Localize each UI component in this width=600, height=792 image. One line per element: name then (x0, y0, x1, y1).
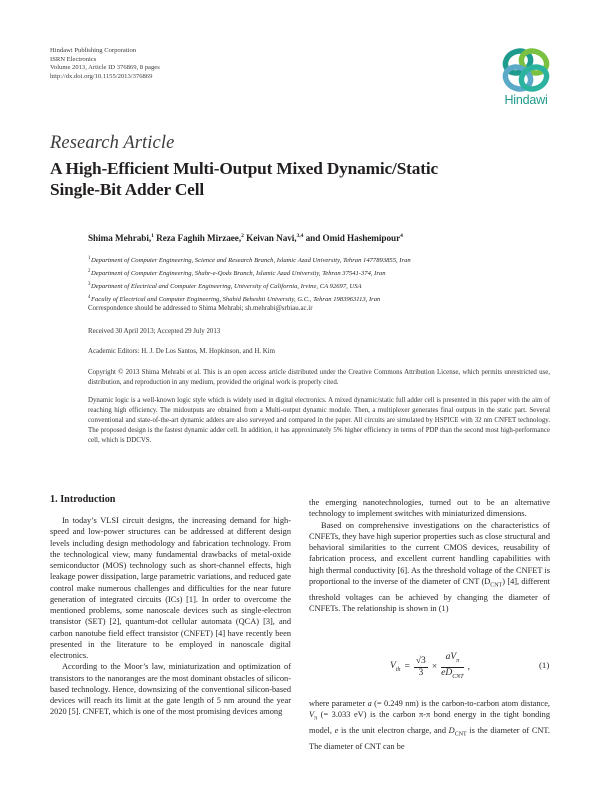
paragraph: the emerging nanotechnologies, turned out to be an alternative technology to implement switches with miniaturized dimensions. (309, 498, 550, 519)
affiliation-item: $^3$ Department of Electrical and Computer Engineering, University of California, Irvine, CA 92697, USA (88, 281, 362, 290)
hindawi-logo-icon (500, 48, 552, 92)
author-list (88, 233, 403, 243)
header-line: Volume 2013, Article ID 376869, 8 pages (50, 64, 160, 72)
title-line: A High-Efficient Multi-Output Mixed Dynamic/Static (50, 159, 439, 178)
academic-editors: Academic Editors: H. J. De Los Santos, M. Hopkinson, and H. Kim (88, 348, 275, 355)
author-name[interactable]: Reza Faghih Mirzaee, (156, 233, 242, 244)
equation-number: (1) (539, 660, 550, 670)
affiliation-item: $^2$ Department of Computer Engineering, Shahr-e-Qods Branch, Islamic Azad University, Tehran 37541-374, Iran (88, 268, 386, 278)
affiliation-item: $^4$ Faculty of Electrical and Computer Engineering, Shahid Beheshti University, G.C., Tehran 1983963113, Iran (88, 294, 381, 303)
logo-wordmark: Hindawi (504, 93, 548, 107)
paragraph: where parameter a (= 0.249 nm) is the carbon-to-carbon atom distance, $V_\pi$ (= 3.033 eV) is the carbon π-π bond energy in the tight bonding model, e is the unit electron charge, and $D_{CNT}$ is the diameter of CNT. The diameter of CNT can be (309, 699, 551, 752)
paragraph: According to the Moor’s law, miniaturization and optimization of transistors to the nanoranges are the most dominant obstacles of silicon-based technology. Hence, downsizing of the conventional silicon-based devices will reach its limit at the gate length of 5 nm around the year 2020 [5]. CNFET, which is one of the most promising devices among (50, 662, 291, 717)
body-column-right (309, 497, 550, 614)
section-heading: 1. Introduction (50, 494, 116, 505)
body-column-left (50, 515, 291, 718)
abstract: Dynamic logic is a well-known logic style which is widely used in digital electronics. A mixed dynamic/static full adder cell is presented in this paper with the aim of reaching high efficiency. The midoutputs are obtained from a Multi-output dynamic module. Then, a multiplexer generates final outputs in the static part. Several conventional and state-of-the-art dynamic adders are also surveyed and compared in the paper. All circuits are simulated by HSPICE with 32 nm CNFET technology. The proposed design is the fastest dynamic adder cell. In addition, it has approximately 5% higher efficiency in terms of PDP than the second most high-performance cell, which is DDCVS. (88, 397, 550, 445)
header-line: Hindawi Publishing Corporation (50, 47, 137, 54)
author-name[interactable]: Shima Mehrabi, (88, 233, 152, 244)
journal-header (50, 47, 160, 81)
article-type: Research Article (50, 133, 175, 153)
copyright-notice: Copyright © 2013 Shima Mehrabi et al. This is an open access article distributed under the Creative Commons Attribution License, which permits unrestricted use, distribution, and reproduction in any medium, provided the original work is properly cited. (88, 369, 550, 387)
header-line: ISRN Electronics (50, 55, 97, 63)
paragraph: Based on comprehensive investigations on the characteristics of CNFETs, they have high superior properties such as close structural and behavioral similarities to the current CMOS devices, reusability of fabrication process, and excellent current handling capabilities with high thermal conductivity [6]. As the threshold voltage of the CNFET is proportional to the inverse of the diameter of CNT $(D_{CNT})$ [4], different threshold voltages can be achieved by changing the diameter of CNFETs. The relationship is shown in (1) (309, 520, 550, 613)
received-dates: Received 30 April 2013; Accepted 29 July 2013 (88, 328, 221, 335)
title-line: Single-Bit Adder Cell (50, 179, 204, 199)
hindawi-logo[interactable] (493, 48, 559, 107)
affiliation-item: $^1$ Department of Computer Engineering, Science and Research Branch, Islamic Azad University, Tehran 1477893855, Iran (88, 256, 411, 265)
author-affil-mark: 1 (151, 233, 154, 239)
equation-1: $V_{th}$ = $\frac{√3}{3}$ × $\frac{aV_\pi}{eD_{CNT}}$ , (390, 652, 470, 680)
author-name[interactable]: Keivan Navi, (246, 233, 297, 244)
article-title (50, 159, 438, 200)
affiliation-list (88, 254, 411, 306)
paragraph: In today’s VLSI circuit designs, the increasing demand for high-speed and low-power structures can be addressed at different design levels including design methodology and fabrication technology. From the technological view, many fundamental drawbacks of metal-oxide semiconductor (MOS) technology such as short-channel effects, high leakage power dissipation, large parametric variations, and reduced gate control make numerous challenges and difficulties for the near future generation of integrated circuits (ICs) [1]. In order to overcome the mentioned problems, some nanoscale devices such as single-electron transistor (SET) [2], quantum-dot cellular automata (QCA) [3], and carbon nanotube field effect transistor (CNFET) [4] have recently been presented in the literature to be employed in nanoscale digital electronics. (50, 516, 291, 660)
author-affil-mark: 4 (400, 233, 403, 239)
author-affil-mark: 2 (241, 233, 244, 239)
header-doi-link[interactable]: http://dx.doi.org/10.1155/2013/376869 (50, 72, 153, 80)
author-affil-mark: 3,4 (296, 233, 304, 239)
correspondence: Correspondence should be addressed to Shima Mehrabi; sh.mehrabi@srbiau.ac.ir (88, 305, 313, 312)
body-column-right-continued (309, 698, 550, 752)
author-name[interactable]: and Omid Hashemipour (305, 233, 401, 244)
